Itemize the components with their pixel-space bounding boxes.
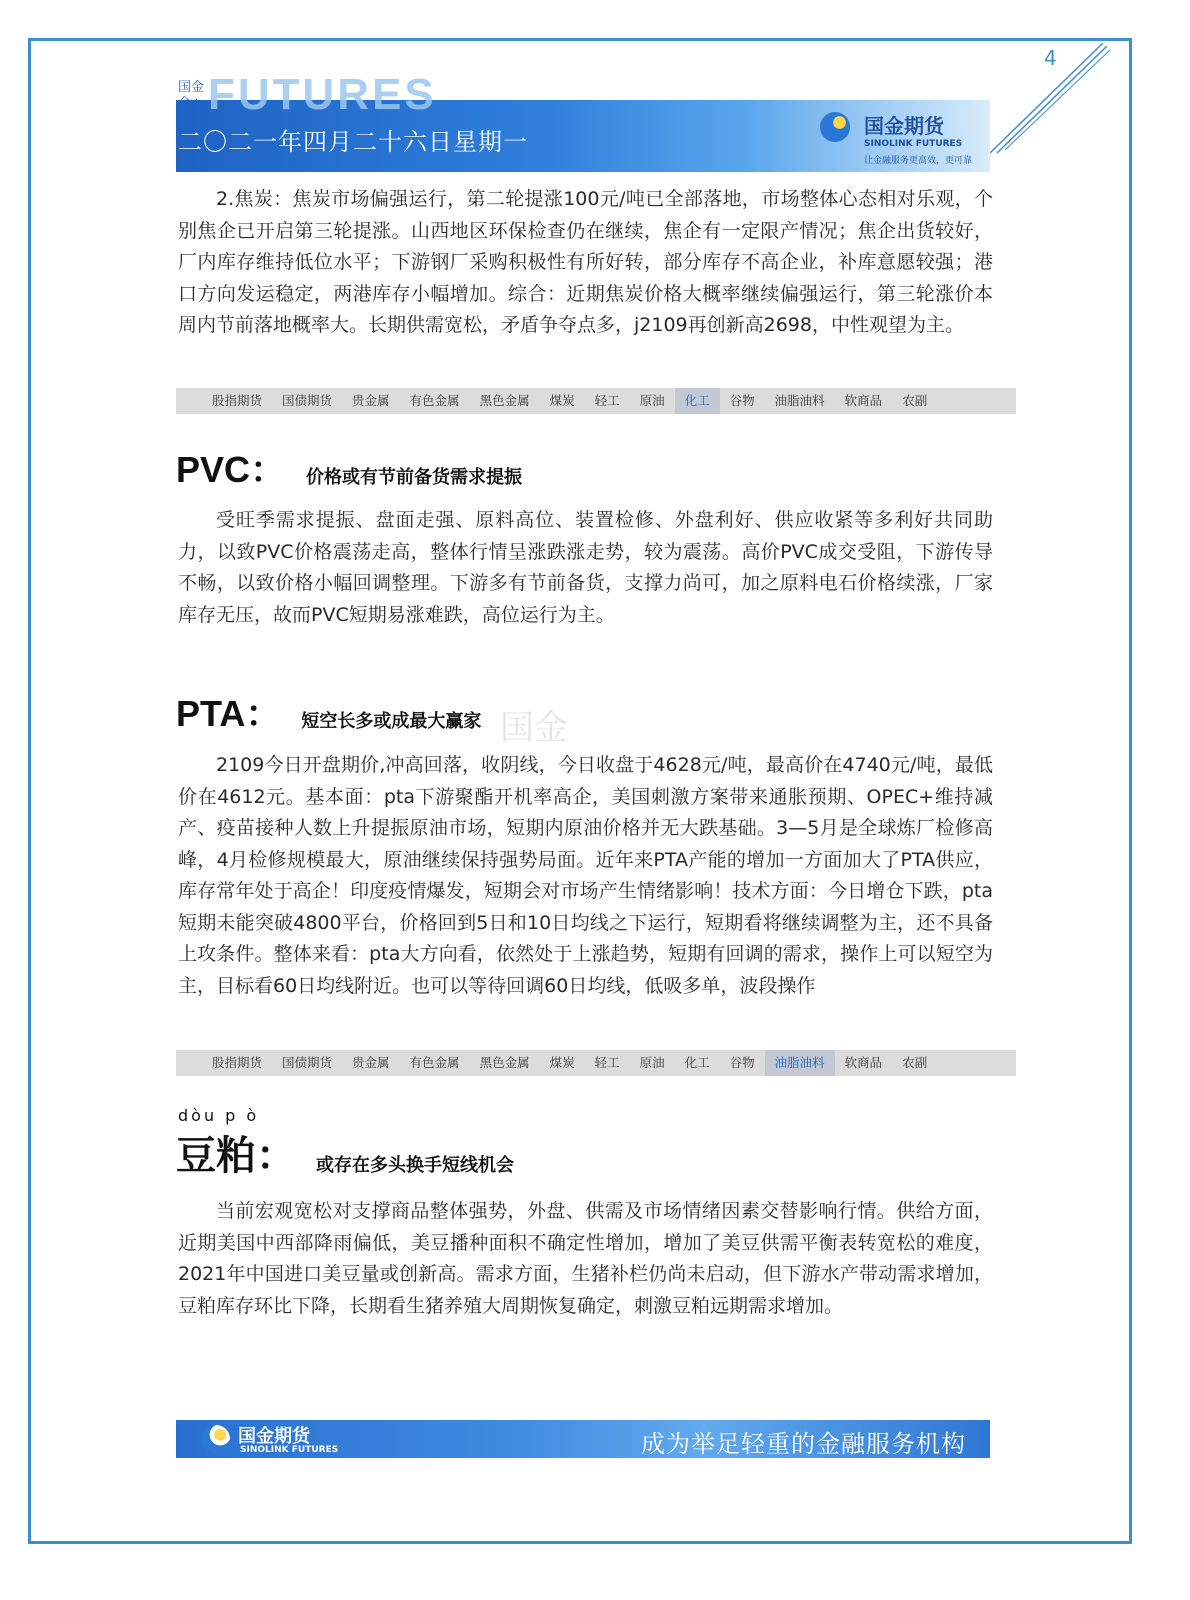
nav-tab-2[interactable]: 贵金属 [352,393,390,408]
soymeal-title: 豆粕： [176,1134,296,1178]
nav-tab-5[interactable]: 煤炭 [549,393,575,408]
nav-tab-3[interactable]: 有色金属 [409,393,460,408]
footer-logo-icon [202,1425,230,1453]
footer-brand-en: SINOLINK FUTURES [240,1445,339,1455]
pta-subtitle: 短空长多或成最大赢家 [301,711,482,732]
nav-tab-12[interactable]: 农副 [902,393,928,408]
soymeal-subtitle: 或存在多头换手短线机会 [316,1155,514,1176]
pvc-heading [176,442,522,493]
pta-title: PTA： [176,693,282,734]
nav-tab-8[interactable]: 化工 [684,1055,710,1070]
nav-tab-8[interactable]: 化工 [675,388,720,414]
pvc-paragraph: 受旺季需求提振、盘面走强、原料高位、装置检修、外盘利好、供应收紧等多利好共同助力，以致PVC价格震荡走高，整体行情呈涨跌涨走势，较为震荡。高价PVC成交受阻，下游传导不畅，以致价格小幅回调整理。下游多有节前备货，支撑力尚可，加之原料电石价格续涨，厂家库存无压，故而PVC短期易涨难跌，高位运行为主。 [178,509,993,626]
nav-tab-4[interactable]: 黑色金属 [479,1055,530,1070]
nav-tab-1[interactable]: 国债期货 [282,1055,333,1070]
footer-brand-cn: 国金期货 [238,1426,310,1447]
nav-tab-11[interactable]: 软商品 [844,393,883,408]
nav-tab-5[interactable]: 煤炭 [549,1055,575,1070]
brand-logo-icon [820,112,850,142]
soymeal-pinyin: dòu p ò [178,1106,260,1125]
pta-paragraph: 2109今日开盘期价,冲高回落，收阴线，今日收盘于4628元/吨，最高价在4740元/吨，最低价在4612元。基本面：pta下游聚酯开机率高企，美国刺激方案带来通胀预期、OPEC+维持减产、疫苗接种人数上升提振原油市场，短期内原油价格并无大跌基础。3—5月是全球炼厂检修高峰，4月检修规模最大，原油继续保持强势局面。近年来PTA产能的增加一方面加大了PTA供应，库存常年处于高企！印度疫情爆发，短期会对市场产生情绪影响！技术方面：今日增仓下跌，pta短期未能突破4800平台，价格回到5日和10日均线之下运行，短期看将继续调整为主，还不具备上攻条件。整体来看：pta大方向看，依然处于上涨趋势，短期有回调的需求，操作上可以短空为主，目标看60日均线附近。也可以等待回调60日均线，低吸多单，波段操作 [178,754,993,997]
footer-banner [176,1420,990,1458]
category-nav-1 [176,388,1016,414]
nav-tab-0[interactable]: 股指期货 [212,1055,263,1070]
soymeal-paragraph: 当前宏观宽松对支撑商品整体强势，外盘、供需及市场情绪因素交替影响行情。供给方面，近期美国中西部降雨偏低，美豆播种面积不确定性增加，增加了美豆供需平衡表转宽松的难度，2021年中国进口美豆量或创新高。需求方面，生猪补栏仍尚未启动，但下游水产带动需求增加，豆粕库存环比下降，长期看生猪养殖大周期恢复确定，刺激豆粕远期需求增加。 [178,1200,993,1317]
nav-tab-4[interactable]: 黑色金属 [479,393,530,408]
nav-tab-9[interactable]: 谷物 [729,1055,755,1070]
futures-watermark: FUTURES [208,70,437,119]
nav-tab-7[interactable]: 原油 [639,393,665,408]
soymeal-heading [176,1124,514,1181]
page-number: 4 [1044,46,1057,70]
nav-tab-12[interactable]: 农副 [902,1055,928,1070]
watermark-text: 国金 [500,708,568,748]
brand-name-cn: 国金期货 [863,114,944,138]
nav-tab-6[interactable]: 轻工 [594,1055,620,1070]
coke-paragraph: 2.焦炭：焦炭市场偏强运行，第二轮提涨100元/吨已全部落地，市场整体心态相对乐观，个别焦企已开启第三轮提涨。山西地区环保检查仍在继续，焦企有一定限产情况；焦企出货较好，厂内库存维持低位水平；下游钢厂采购积极性有所好转，部分库存不高企业，补库意愿较强；港口方向发运稳定，两港库存小幅增加。综合：近期焦炭价格大概率继续偏强运行，第三轮涨价本周内节前落地概率大。长期供需宽松，矛盾争夺点多，j2109再创新高2698，中性观望为主。 [178,188,993,336]
nav-tab-7[interactable]: 原油 [639,1055,665,1070]
nav-tab-9[interactable]: 谷物 [729,393,755,408]
nav-tab-1[interactable]: 国债期货 [282,393,333,408]
pvc-subtitle: 价格或有节前备货需求提振 [306,467,523,488]
pta-heading [176,686,481,737]
nav-tab-11[interactable]: 软商品 [844,1055,883,1070]
nav-tab-3[interactable]: 有色金属 [409,1055,460,1070]
header-date: 二〇二一年四月二十六日星期一 [178,128,528,156]
brand-slogan: 让金融服务更高效，更可靠 [863,156,972,166]
nav-tab-2[interactable]: 贵金属 [352,1055,390,1070]
header-brand [864,110,972,166]
nav-tab-0[interactable]: 股指期货 [212,393,263,408]
brand-name-en: SINOLINK FUTURES [863,139,963,149]
corner-decoration [985,38,1135,158]
footer-slogan: 成为举足轻重的金融服务机构 [641,1430,966,1458]
pvc-title: PVC： [176,449,287,490]
nav-tab-10[interactable]: 油脂油料 [774,393,825,408]
header-tag: 国金 [178,80,205,95]
category-nav-2 [176,1050,1016,1076]
nav-tab-6[interactable]: 轻工 [594,393,620,408]
nav-tab-10[interactable]: 油脂油料 [765,1050,835,1076]
